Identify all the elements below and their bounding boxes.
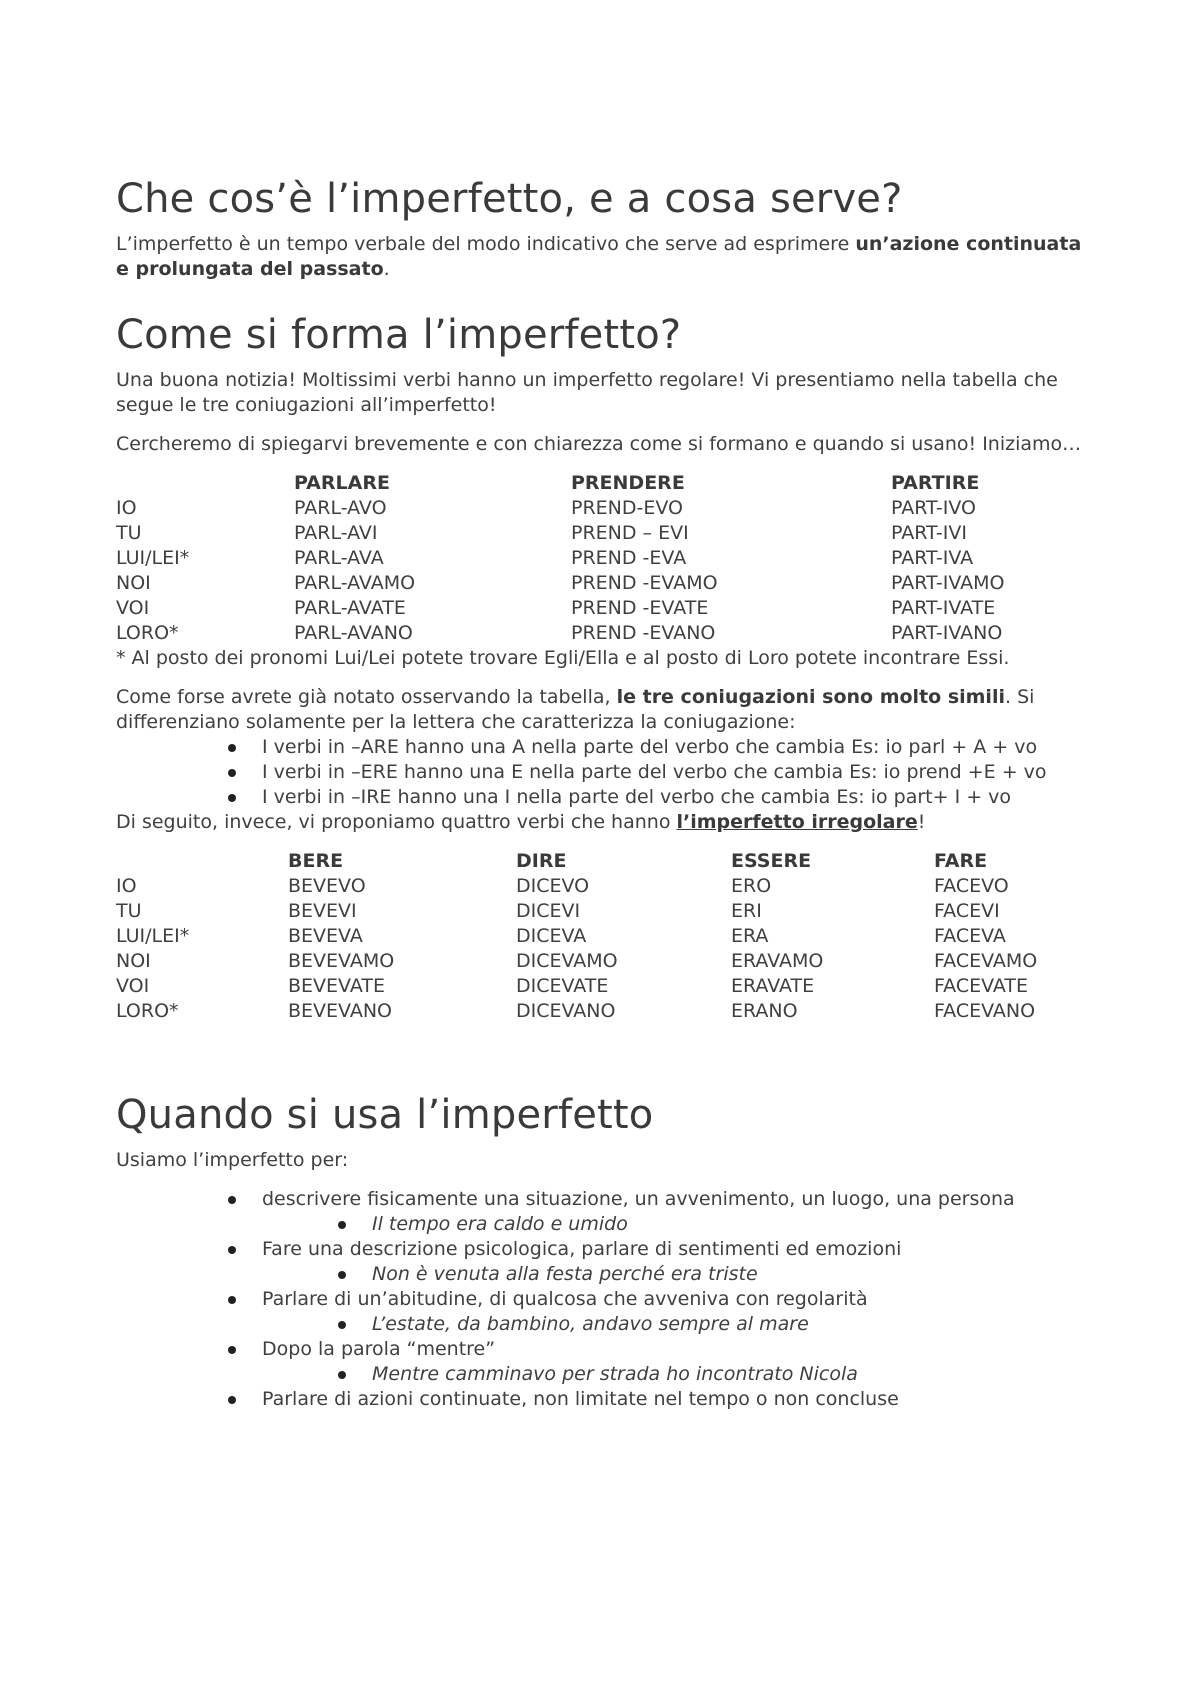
table-cell: PARL-AVA [294, 547, 384, 569]
table-cell: FACEVA [934, 925, 1006, 947]
use-text: Parlare di azioni continuate, non limitate nel tempo o non concluse [262, 1388, 899, 1410]
irregular-intro-bold: l’imperfetto irregolare [676, 811, 918, 833]
table-cell: FACEVANO [934, 1000, 1036, 1022]
conjugation-rules-list [116, 735, 1086, 810]
table-cell: BEVEVO [288, 875, 366, 897]
example-list [262, 1212, 1086, 1237]
uses-list [116, 1187, 1086, 1412]
table-header-cell [116, 471, 294, 496]
table-cell: LORO* [116, 1000, 179, 1022]
table-cell: PARL-AVO [294, 497, 387, 519]
table-header-cell: BERE [288, 850, 344, 872]
irregular-intro-text: Di seguito, invece, vi proponiamo quattro verbi che hanno [116, 811, 677, 833]
irregular-intro-paragraph [116, 810, 1086, 835]
table-cell: PREND -EVATE [571, 597, 709, 619]
list-item: I verbi in –ARE hanno una A nella parte del verbo che cambia Es: io parl + A + vo [262, 735, 1086, 760]
table-header-cell: ESSERE [731, 850, 812, 872]
uses-intro: Usiamo l’imperfetto per: [116, 1149, 349, 1171]
table-cell: ERAVATE [731, 975, 815, 997]
table-cell: IO [116, 497, 137, 519]
table-cell: BEVEVAMO [288, 950, 395, 972]
similarity-end: . Si differenziano solamente per la lettera che caratterizza la coniugazione: [116, 686, 1035, 733]
table-cell: DICEVO [516, 875, 590, 897]
example-list [262, 1362, 1086, 1387]
footnote: * Al posto dei pronomi Lui/Lei potete trovare Egli/Ella e al posto di Loro potete incontrare Essi. [116, 647, 1010, 669]
table-cell: DICEVI [516, 900, 581, 922]
irregular-conjugation-table [116, 849, 1086, 1024]
table-cell: PREND-EVO [571, 497, 683, 519]
use-text: descrivere fisicamente una situazione, un avvenimento, un luogo, una persona [262, 1188, 1015, 1210]
table-header-cell: PARTIRE [891, 472, 980, 494]
list-item [262, 1337, 1086, 1387]
list-item [262, 1287, 1086, 1337]
similarity-text: Come forse avrete già notato osservando la tabella, [116, 686, 617, 708]
table-cell: PARL-AVI [294, 522, 378, 544]
table-header-cell [116, 849, 288, 874]
table-cell: NOI [116, 950, 151, 972]
table-cell: PART-IVI [891, 522, 967, 544]
list-item: I verbi in –ERE hanno una E nella parte del verbo che cambia Es: io prend +E + vo [262, 760, 1086, 785]
list-item: I verbi in –IRE hanno una I nella parte del verbo che cambia Es: io part+ I + vo [262, 785, 1086, 810]
table-cell: IO [116, 875, 137, 897]
list-item [262, 1387, 1086, 1412]
table-cell: NOI [116, 572, 151, 594]
list-item [262, 1237, 1086, 1287]
table-cell: VOI [116, 597, 150, 619]
example-list [262, 1262, 1086, 1287]
table-cell: PART-IVA [891, 547, 974, 569]
table-cell: PART-IVO [891, 497, 976, 519]
example-item: Il tempo era caldo e umido [372, 1212, 1086, 1237]
heading-what-is-imperfetto: Che cos’è l’imperfetto, e a cosa serve? [116, 176, 903, 222]
table-cell: DICEVAMO [516, 950, 618, 972]
table-cell: DICEVATE [516, 975, 609, 997]
document-page [116, 170, 1086, 1412]
table-cell: ERO [731, 875, 772, 897]
use-text: Parlare di un’abitudine, di qualcosa che avveniva con regolarità [262, 1288, 868, 1310]
similarity-bold: le tre coniugazioni sono molto simili [616, 686, 1005, 708]
definition-text: L’imperfetto è un tempo verbale del modo indicativo che serve ad esprimere [116, 233, 856, 255]
table-cell: PARL-AVANO [294, 622, 413, 644]
example-item: L’estate, da bambino, andavo sempre al mare [372, 1312, 1086, 1337]
table-header-cell: FARE [934, 850, 988, 872]
use-text: Fare una descrizione psicologica, parlare di sentimenti ed emozioni [262, 1238, 902, 1260]
intro-paragraph: Una buona notizia! Moltissimi verbi hanno un imperfetto regolare! Vi presentiamo nella tabella che segue le tre coniugazioni all’imperfetto! [116, 369, 1058, 416]
table-cell: PREND -EVANO [571, 622, 716, 644]
explanation-paragraph: Cercheremo di spiegarvi brevemente e con chiarezza come si formano e quando si usano! Iniziamo… [116, 433, 1082, 455]
table-header-cell: PARLARE [294, 472, 390, 494]
table-cell: PART-IVATE [891, 597, 996, 619]
table-cell: BEVEVA [288, 925, 363, 947]
table-cell: PART-IVANO [891, 622, 1003, 644]
table-cell: BEVEVATE [288, 975, 385, 997]
table-cell: FACEVATE [934, 975, 1029, 997]
table-cell: VOI [116, 975, 150, 997]
table-cell: DICEVANO [516, 1000, 616, 1022]
table-cell: FACEVI [934, 900, 1000, 922]
list-item [262, 1187, 1086, 1237]
table-cell: LUI/LEI* [116, 925, 190, 947]
table-cell: FACEVO [934, 875, 1009, 897]
heading-how-formed: Come si forma l’imperfetto? [116, 312, 682, 358]
table-cell: PART-IVAMO [891, 572, 1005, 594]
definition-end: . [383, 258, 390, 280]
table-cell: LORO* [116, 622, 179, 644]
table-cell: ERI [731, 900, 762, 922]
table-cell: BEVEVI [288, 900, 357, 922]
use-text: Dopo la parola “mentre” [262, 1338, 496, 1360]
irregular-intro-end: ! [917, 811, 926, 833]
table-cell: ERANO [731, 1000, 798, 1022]
table-cell: PARL-AVAMO [294, 572, 416, 594]
table-header-cell: PRENDERE [571, 472, 685, 494]
table-cell: PREND -EVAMO [571, 572, 718, 594]
example-item: Mentre camminavo per strada ho incontrato Nicola [372, 1362, 1086, 1387]
regular-conjugation-table [116, 471, 1086, 646]
similarity-paragraph [116, 685, 1086, 735]
example-list [262, 1312, 1086, 1337]
table-cell: ERAVAMO [731, 950, 824, 972]
definition-paragraph [116, 232, 1086, 282]
heading-when-used: Quando si usa l’imperfetto [116, 1092, 654, 1138]
table-cell: LUI/LEI* [116, 547, 190, 569]
table-cell: PREND – EVI [571, 522, 689, 544]
definition-bold: un’azione continuata e prolungata del passato [116, 233, 1082, 280]
table-cell: BEVEVANO [288, 1000, 392, 1022]
table-cell: TU [116, 522, 142, 544]
table-cell: TU [116, 900, 142, 922]
table-header-cell: DIRE [516, 850, 567, 872]
table-cell: DICEVA [516, 925, 587, 947]
table-cell: ERA [731, 925, 769, 947]
table-cell: PREND -EVA [571, 547, 687, 569]
table-cell: FACEVAMO [934, 950, 1038, 972]
table-cell: PARL-AVATE [294, 597, 406, 619]
example-item: Non è venuta alla festa perché era triste [372, 1262, 1086, 1287]
